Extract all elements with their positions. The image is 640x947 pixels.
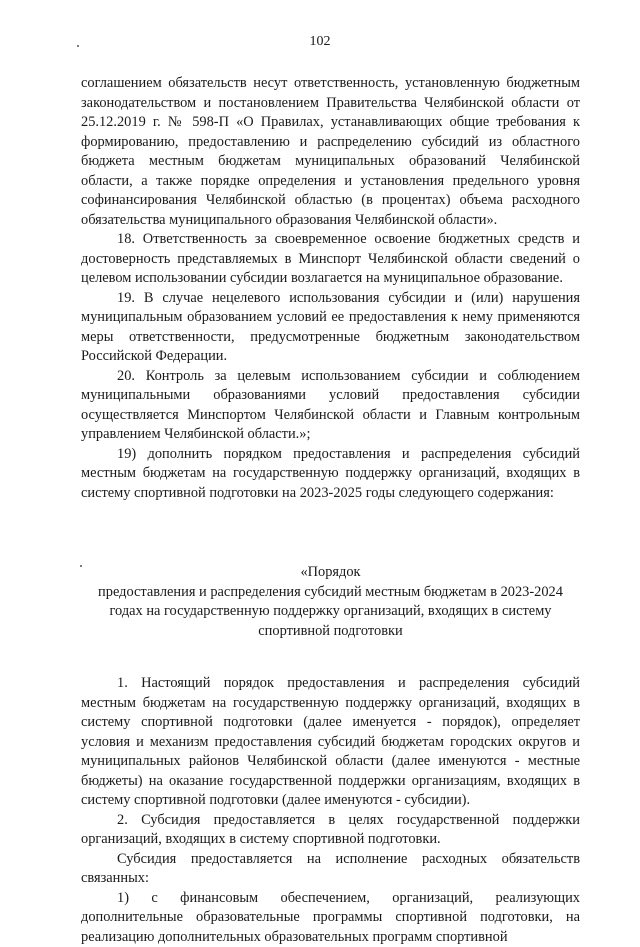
- paragraph-item-19: 19. В случае нецелевого использования субсидии и (или) нарушения муниципальным образованием условий ее предоставления к нему применяются меры ответственности, предусмотренные бюджетным законодательством Российской Федерации.: [81, 289, 580, 367]
- paragraph-continuation: соглашением обязательств несут ответственность, установленную бюджетным законодательством и постановлением Правительства Челябинской области от 25.12.2019 г. № 598-П «О Правилах, устанавливающих общие требования к формированию, предоставлению и распределению субсидий из областного бюджета местным бюджетам муниципальных образований Челябинской области, а также порядке определения и установления предельного уровня софинансирования Челябинской областью (в процентах) объема расходного обязательства муниципального образования Челябинской области».: [81, 74, 580, 230]
- paragraph-item-18: 18. Ответственность за своевременное освоение бюджетных средств и достоверность представляемых в Минспорт Челябинской области сведений о целевом использовании субсидии возлагается на муниципальное образование.: [81, 230, 580, 289]
- page-number: 102: [0, 34, 640, 50]
- paragraph-item-20: 20. Контроль за целевым использованием субсидии и соблюдением муниципальными образованиями условий предоставления субсидии осуществляется Минспортом Челябинской области и Главным контрольным управлением Челябинской области.»;: [81, 367, 580, 445]
- heading-title: «Порядок: [81, 563, 580, 583]
- paragraph-subitem-1: 1) с финансовым обеспечением, организаций, реализующих дополнительные образовательные программы спортивной подготовки, на реализацию дополнительных образовательных программ спортивной: [81, 889, 580, 947]
- paragraph-clause-2: 2. Субсидия предоставляется в целях государственной поддержки организаций, входящих в систему спортивной подготовки.: [81, 811, 580, 850]
- heading-subtitle: предоставления и распределения субсидий местным бюджетам в 2023-2024 годах на государственную поддержку организаций, входящих в систему спортивной подготовки: [81, 583, 580, 642]
- paragraph-subsidy-purpose: Субсидия предоставляется на исполнение расходных обязательств связанных:: [81, 850, 580, 889]
- document-body: [81, 74, 580, 947]
- section-heading: [81, 563, 580, 641]
- paragraph-amendment-19: 19) дополнить порядком предоставления и распределения субсидий местным бюджетам на государственную поддержку организаций, входящих в систему спортивной подготовки на 2023-2025 годы следующего содержания:: [81, 445, 580, 504]
- scan-speck: [77, 45, 79, 47]
- paragraph-clause-1: 1. Настоящий порядок предоставления и распределения субсидий местным бюджетам на государственную поддержку организаций, входящих в систему спортивной подготовки (далее именуется - порядок), определяет условия и механизм предоставления субсидий бюджетам городских округов и муниципальных районов Челябинской области (далее именуются - местные бюджеты) на оказание государственной поддержки организациям, входящих в систему спортивной подготовки (далее именуются - субсидии).: [81, 674, 580, 811]
